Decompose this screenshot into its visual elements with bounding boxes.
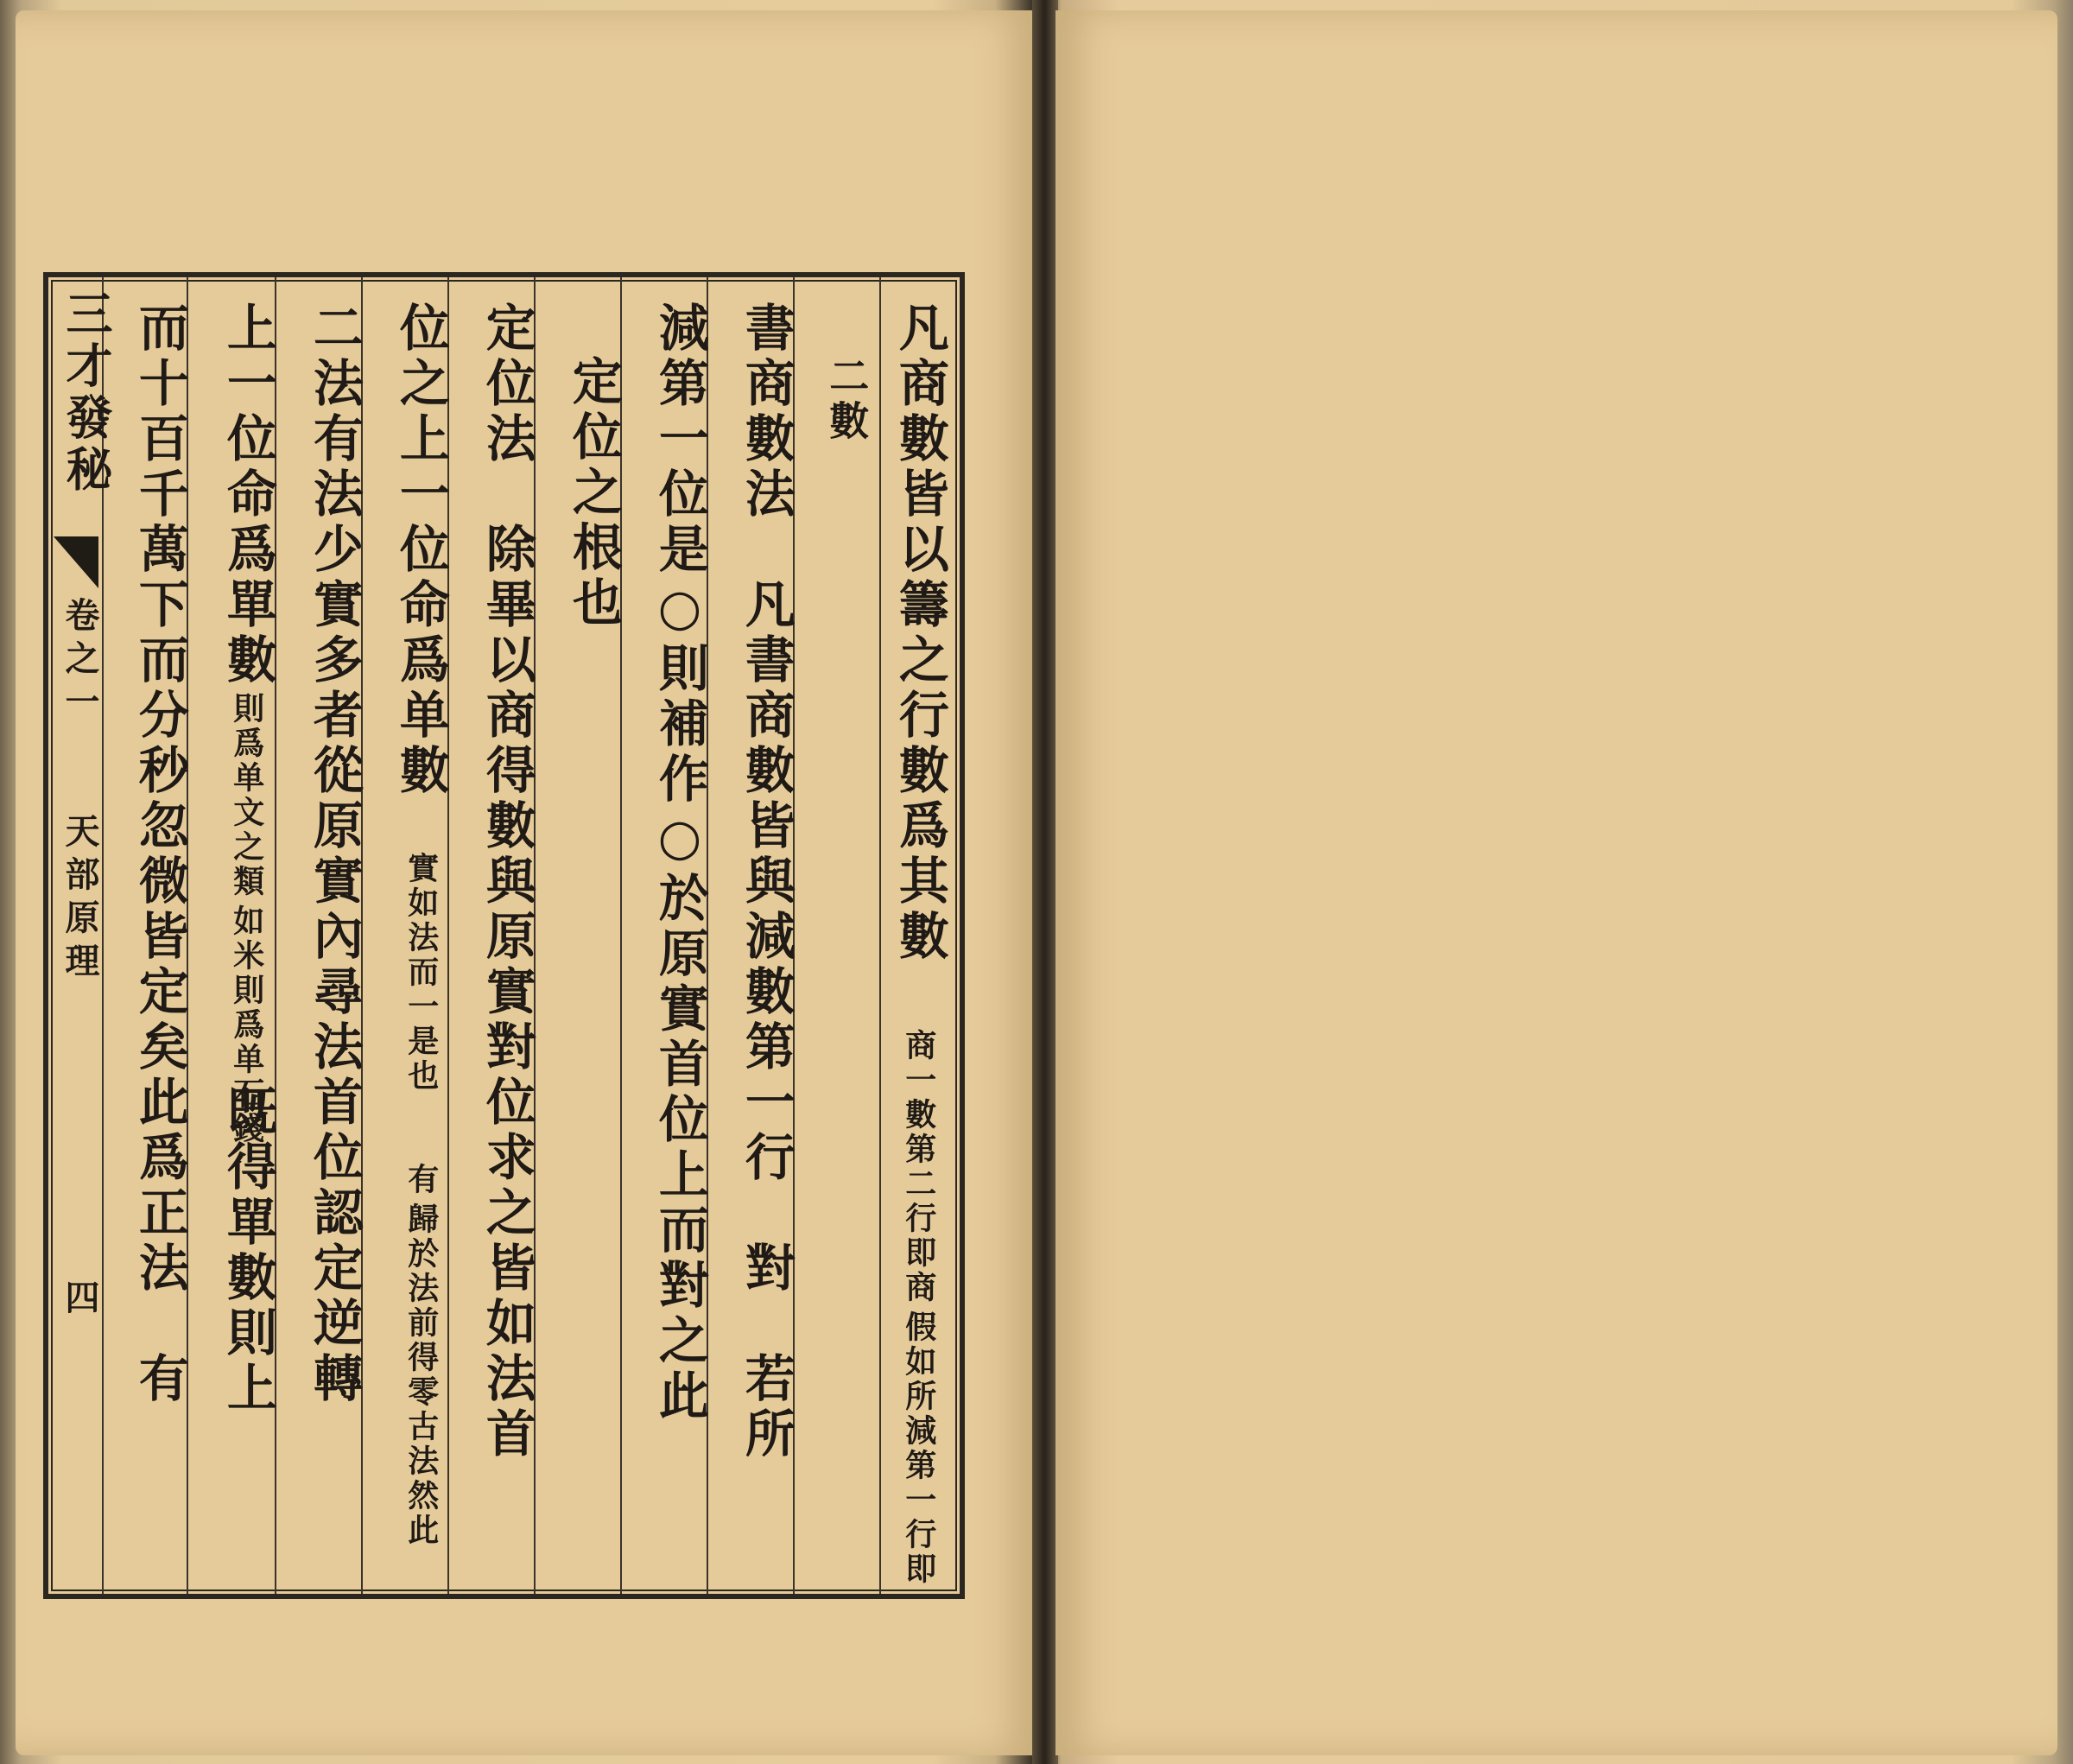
text-column: 二數 [823, 355, 871, 445]
annotation [230, 692, 263, 1146]
annotation-line: 商一數第二行即商 [900, 1029, 937, 1305]
annotation [902, 1029, 935, 1587]
text-column: 上一位命爲單數 [218, 301, 277, 688]
fish-tail-mark [54, 536, 98, 588]
annotation-line: 歸於法前得零古法然此 [403, 1202, 440, 1548]
annotation-line: 假如所減第一行即 [900, 1310, 937, 1587]
text-column: 二法有法少實多者從原實內尋法首位認定逆轉 [304, 301, 364, 1407]
annotation-line: 實如法而一是也 有 [403, 852, 440, 1197]
text-column: 位之上一位命爲单數 [390, 301, 450, 799]
text-column: 書商數法 凡書商數皆與減數第一行 對 若所 [736, 301, 796, 1463]
annotation-line: 則爲单文之類 [228, 692, 265, 899]
text-column: 減第一位是○則補作○於原實首位上而對之此 [650, 301, 709, 1425]
text-column: 而十百千萬下而分秒忽微皆定矣此爲正法 有 [130, 301, 189, 1407]
text-column: 定位法 除畢以商得數與原實對位求之皆如法首 [477, 301, 536, 1463]
book-gutter [1032, 0, 1058, 1764]
left-page-frame [43, 272, 965, 1599]
right-page [1056, 10, 2057, 1755]
text-column: 凡商數皆以籌之行數爲其數 [890, 301, 949, 965]
left-margin-page-number: 四 [60, 1279, 100, 1323]
left-margin-chapter: 卷之一 [60, 597, 100, 727]
text-column: 定位之根也 [563, 355, 623, 631]
annotation-line: 如米則爲单石錢 [228, 904, 265, 1146]
annotation [403, 852, 440, 1548]
left-page [16, 10, 1036, 1755]
text-column-tail: 既得單數則上 [218, 1085, 277, 1417]
left-margin-title: 三才發秘 [59, 289, 114, 497]
left-margin-section: 天部原理 [60, 813, 100, 986]
